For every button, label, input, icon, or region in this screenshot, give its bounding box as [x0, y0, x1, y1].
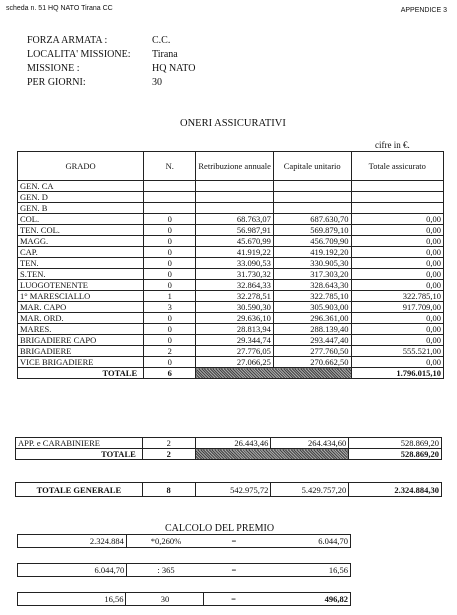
salary-cell: 27.776,05 [196, 346, 273, 357]
hatched-cell [195, 449, 349, 460]
salary-cell: 32.864,33 [196, 280, 273, 291]
insurance-table [17, 151, 444, 379]
grand-total-label: TOTALE GENERALE [16, 483, 143, 497]
insured-total-cell: 528.869,20 [349, 438, 442, 449]
salary-cell [196, 203, 273, 214]
calc-operator: 30 [126, 593, 204, 606]
insured-total-cell: 0,00 [351, 236, 443, 247]
column-header: N. [144, 152, 196, 181]
table-row [18, 214, 444, 225]
count-cell: 3 [144, 302, 196, 313]
salary-cell: 68.763,07 [196, 214, 273, 225]
count-cell [144, 181, 196, 192]
capital-cell [273, 181, 351, 192]
grade-cell: COL. [18, 214, 144, 225]
insured-total-cell: 322.785,10 [351, 291, 443, 302]
capital-cell: 687.630,70 [273, 214, 351, 225]
insured-total-cell: 0,00 [351, 269, 443, 280]
salary-cell: 45.670,99 [196, 236, 273, 247]
info-label: PER GIORNI: [27, 77, 86, 88]
table-row [18, 313, 444, 324]
count-cell: 0 [144, 247, 196, 258]
info-label: LOCALITA' MISSIONE: [27, 49, 131, 60]
total-count: 6 [144, 368, 196, 379]
table-row [18, 324, 444, 335]
calc-operator: : 365 [127, 564, 205, 577]
capital-cell: 322.785,10 [273, 291, 351, 302]
table-row [18, 258, 444, 269]
calc-row [17, 563, 351, 577]
column-header: Totale assicurato [351, 152, 443, 181]
calc-equals: = [205, 535, 263, 548]
info-label: MISSIONE : [27, 63, 80, 74]
capital-cell: 264.434,60 [271, 438, 349, 449]
salary-cell [196, 181, 273, 192]
calc-input: 2.324.884 [18, 535, 127, 548]
salary-cell: 32.278,51 [196, 291, 273, 302]
total-label: TOTALE [18, 368, 144, 379]
count-cell: 1 [144, 291, 196, 302]
count-cell: 0 [144, 313, 196, 324]
document-header-right: APPENDICE 3 [400, 7, 447, 14]
table-row [18, 203, 444, 214]
count-cell: 0 [144, 335, 196, 346]
count-cell: 0 [144, 214, 196, 225]
grade-cell: CAP. [18, 247, 144, 258]
grade-cell: BRIGADIERE CAPO [18, 335, 144, 346]
grade-cell: BRIGADIERE [18, 346, 144, 357]
insured-total-cell: 0,00 [351, 313, 443, 324]
capital-cell [273, 192, 351, 203]
capital-cell: 419.192,20 [273, 247, 351, 258]
salary-cell: 26.443,46 [195, 438, 271, 449]
capital-cell: 328.643,30 [273, 280, 351, 291]
total-count: 2 [142, 449, 195, 460]
grade-cell: LUOGOTENENTE [18, 280, 144, 291]
salary-cell [196, 192, 273, 203]
capital-cell: 456.709,90 [273, 236, 351, 247]
grade-cell: TEN. [18, 258, 144, 269]
count-cell: 0 [144, 324, 196, 335]
insured-total-cell: 0,00 [351, 280, 443, 291]
salary-cell: 41.919,22 [196, 247, 273, 258]
insured-total-cell [351, 203, 443, 214]
app-table [15, 437, 442, 460]
table-row [18, 181, 444, 192]
capital-cell: 296.361,00 [273, 313, 351, 324]
table-row [18, 302, 444, 313]
grade-cell: MARES. [18, 324, 144, 335]
salary-cell: 33.090,53 [196, 258, 273, 269]
capital-cell: 317.303,20 [273, 269, 351, 280]
grade-cell: MAR. CAPO [18, 302, 144, 313]
grand-total-table [15, 482, 442, 497]
table-row [18, 192, 444, 203]
table-row [18, 280, 444, 291]
calc-equals: = [204, 593, 263, 606]
table-row [18, 247, 444, 258]
capital-cell: 293.447,40 [273, 335, 351, 346]
capital-cell: 569.879,10 [273, 225, 351, 236]
grade-cell: GEN. CA [18, 181, 144, 192]
table-header-row [18, 152, 444, 181]
count-cell: 2 [142, 438, 195, 449]
table-row [16, 438, 442, 449]
insured-total-cell [351, 192, 443, 203]
grade-cell: GEN. D [18, 192, 144, 203]
salary-cell: 56.987,91 [196, 225, 273, 236]
insured-total-cell: 0,00 [351, 357, 443, 368]
count-cell: 0 [144, 280, 196, 291]
total-row [18, 368, 444, 379]
insured-total-cell: 0,00 [351, 214, 443, 225]
calc-input: 6.044,70 [18, 564, 127, 577]
total-row [16, 449, 442, 460]
count-cell: 0 [144, 225, 196, 236]
capital-cell: 277.760,50 [273, 346, 351, 357]
table-row [18, 346, 444, 357]
info-value: 30 [152, 77, 162, 88]
grade-cell: TEN. COL. [18, 225, 144, 236]
salary-cell: 27.066,25 [196, 357, 273, 368]
count-cell [144, 192, 196, 203]
grand-total-count: 8 [142, 483, 195, 497]
salary-cell: 29.636,10 [196, 313, 273, 324]
count-cell: 0 [144, 258, 196, 269]
count-cell [144, 203, 196, 214]
info-value: HQ NATO [152, 63, 196, 74]
grade-cell: VICE BRIGADIERE [18, 357, 144, 368]
insured-total-cell: 0,00 [351, 247, 443, 258]
table-row [18, 225, 444, 236]
column-header: Capitale unitario [273, 152, 351, 181]
hatched-cell [196, 368, 351, 379]
column-header: Retribuzione annuale [196, 152, 273, 181]
insured-total-cell: 0,00 [351, 335, 443, 346]
calc-row [17, 534, 351, 548]
insured-total-cell: 0,00 [351, 225, 443, 236]
insured-total-cell: 0,00 [351, 324, 443, 335]
calc-title: CALCOLO DEL PREMIO [165, 523, 275, 534]
grade-cell: MAGG. [18, 236, 144, 247]
column-header: GRADO [18, 152, 144, 181]
capital-cell: 270.662,50 [273, 357, 351, 368]
calc-result: 496,82 [263, 593, 351, 606]
grade-cell: MAR. ORD. [18, 313, 144, 324]
grade-cell: S.TEN. [18, 269, 144, 280]
count-cell: 0 [144, 236, 196, 247]
salary-cell: 29.344,74 [196, 335, 273, 346]
count-cell: 0 [144, 357, 196, 368]
table-row [18, 335, 444, 346]
table-row [18, 357, 444, 368]
capital-cell: 288.139,40 [273, 324, 351, 335]
document-header-left: scheda n. 51 HQ NATO Tirana CC [6, 5, 113, 12]
insured-total-cell: 0,00 [351, 258, 443, 269]
calc-row [17, 592, 351, 606]
capital-cell: 305.903,00 [273, 302, 351, 313]
section-title: ONERI ASSICURATIVI [180, 118, 286, 129]
insured-total-cell [351, 181, 443, 192]
salary-cell: 28.813,94 [196, 324, 273, 335]
total-value: 528.869,20 [349, 449, 442, 460]
info-value: C.C. [152, 35, 171, 46]
capital-cell: 330.905,30 [273, 258, 351, 269]
grand-total-salary: 542.975,72 [195, 483, 271, 497]
total-label: TOTALE [16, 449, 143, 460]
info-value: Tirana [152, 49, 178, 60]
calc-result: 16,56 [263, 564, 351, 577]
calc-equals: = [205, 564, 263, 577]
total-value: 1.796.015,10 [351, 368, 443, 379]
insured-total-cell: 917.709,00 [351, 302, 443, 313]
grand-total-capital: 5.429.757,20 [271, 483, 349, 497]
grade-cell: GEN. B [18, 203, 144, 214]
info-label: FORZA ARMATA : [27, 35, 108, 46]
grand-total-row [16, 483, 442, 497]
grade-cell: APP. e CARABINIERE [16, 438, 143, 449]
salary-cell: 31.730,32 [196, 269, 273, 280]
capital-cell [273, 203, 351, 214]
calc-operator: *0,260% [126, 535, 205, 548]
calc-input: 16,56 [18, 593, 126, 606]
table-row [18, 269, 444, 280]
grade-cell: 1° MARESCIALLO [18, 291, 144, 302]
salary-cell: 30.590,30 [196, 302, 273, 313]
grand-total-insured: 2.324.884,30 [349, 483, 442, 497]
currency-note: cifre in €. [375, 140, 410, 150]
table-row [18, 236, 444, 247]
count-cell: 2 [144, 346, 196, 357]
count-cell: 0 [144, 269, 196, 280]
table-row [18, 291, 444, 302]
insured-total-cell: 555.521,00 [351, 346, 443, 357]
calc-result: 6.044,70 [263, 535, 351, 548]
